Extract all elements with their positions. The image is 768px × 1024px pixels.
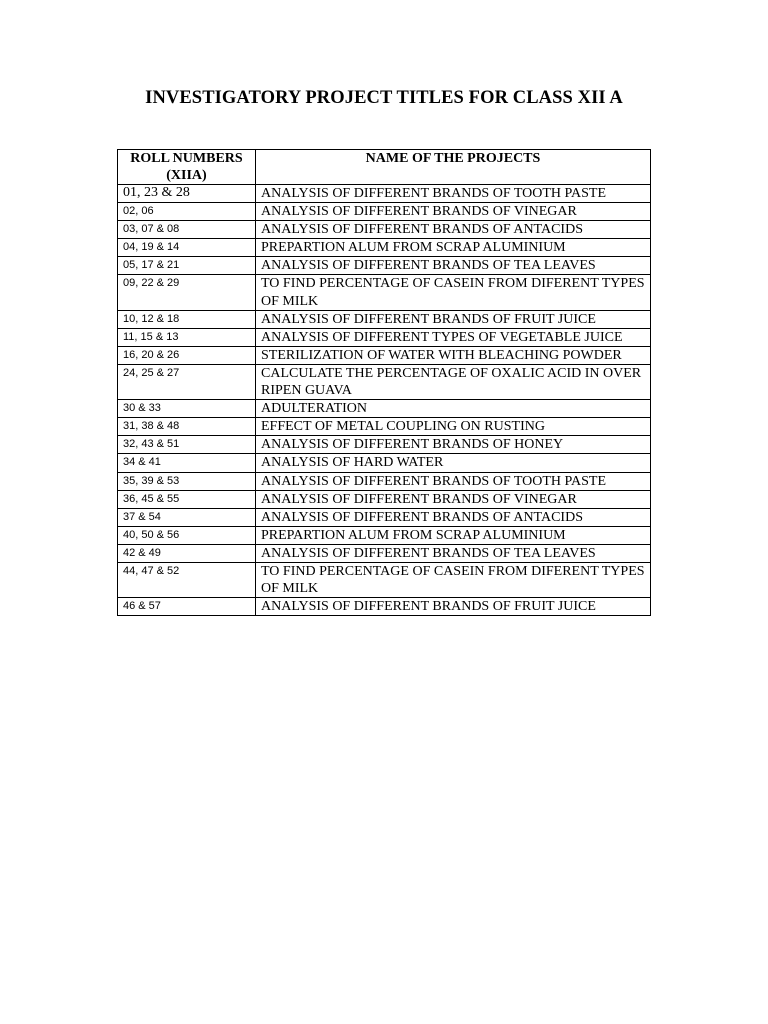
roll-cell: 37 & 54 — [118, 508, 256, 526]
header-project-name: NAME OF THE PROJECTS — [256, 150, 651, 185]
table-row — [118, 598, 651, 616]
table-row — [118, 203, 651, 221]
roll-cell: 03, 07 & 08 — [118, 221, 256, 239]
project-cell: TO FIND PERCENTAGE OF CASEIN FROM DIFERENT TYPES OF MILK — [256, 275, 651, 310]
projects-table — [117, 149, 651, 616]
table-row — [118, 490, 651, 508]
roll-cell: 40, 50 & 56 — [118, 526, 256, 544]
project-cell: ANALYSIS OF DIFFERENT BRANDS OF VINEGAR — [256, 490, 651, 508]
roll-cell: 05, 17 & 21 — [118, 257, 256, 275]
project-cell: TO FIND PERCENTAGE OF CASEIN FROM DIFERENT TYPES OF MILK — [256, 562, 651, 597]
roll-cell: 04, 19 & 14 — [118, 239, 256, 257]
roll-cell: 11, 15 & 13 — [118, 328, 256, 346]
project-cell: ANALYSIS OF DIFFERENT BRANDS OF TOOTH PASTE — [256, 185, 651, 203]
roll-cell: 31, 38 & 48 — [118, 418, 256, 436]
roll-cell: 36, 45 & 55 — [118, 490, 256, 508]
header-roll-line2: (XIIA) — [166, 167, 207, 183]
roll-cell: 30 & 33 — [118, 400, 256, 418]
roll-cell: 42 & 49 — [118, 544, 256, 562]
project-cell: PREPARTION ALUM FROM SCRAP ALUMINIUM — [256, 239, 651, 257]
project-cell: ANALYSIS OF DIFFERENT BRANDS OF HONEY — [256, 436, 651, 454]
header-roll-numbers — [118, 150, 256, 185]
table-row — [118, 257, 651, 275]
table-row — [118, 562, 651, 597]
project-cell: STERILIZATION OF WATER WITH BLEACHING POWDER — [256, 346, 651, 364]
project-cell: ADULTERATION — [256, 400, 651, 418]
project-cell: ANALYSIS OF DIFFERENT BRANDS OF TEA LEAVES — [256, 544, 651, 562]
project-cell: EFFECT OF METAL COUPLING ON RUSTING — [256, 418, 651, 436]
header-roll-line1: ROLL NUMBERS — [130, 151, 243, 166]
roll-cell: 01, 23 & 28 — [118, 185, 256, 203]
roll-cell: 34 & 41 — [118, 454, 256, 472]
project-cell: ANALYSIS OF DIFFERENT BRANDS OF ANTACIDS — [256, 508, 651, 526]
table-row — [118, 364, 651, 399]
roll-cell: 24, 25 & 27 — [118, 364, 256, 399]
project-cell: ANALYSIS OF DIFFERENT BRANDS OF TOOTH PASTE — [256, 472, 651, 490]
project-cell: ANALYSIS OF DIFFERENT BRANDS OF VINEGAR — [256, 203, 651, 221]
roll-cell: 46 & 57 — [118, 598, 256, 616]
table-row — [118, 239, 651, 257]
roll-cell: 10, 12 & 18 — [118, 310, 256, 328]
table-row — [118, 221, 651, 239]
project-cell: ANALYSIS OF DIFFERENT BRANDS OF FRUIT JUICE — [256, 598, 651, 616]
table-row — [118, 310, 651, 328]
table-row — [118, 418, 651, 436]
table-header-row — [118, 150, 651, 185]
project-cell: ANALYSIS OF DIFFERENT TYPES OF VEGETABLE JUICE — [256, 328, 651, 346]
roll-cell: 02, 06 — [118, 203, 256, 221]
project-cell: ANALYSIS OF DIFFERENT BRANDS OF TEA LEAVES — [256, 257, 651, 275]
table-row — [118, 346, 651, 364]
table-row — [118, 526, 651, 544]
roll-cell: 35, 39 & 53 — [118, 472, 256, 490]
roll-cell: 32, 43 & 51 — [118, 436, 256, 454]
table-row — [118, 328, 651, 346]
project-cell: CALCULATE THE PERCENTAGE OF OXALIC ACID IN OVER RIPEN GUAVA — [256, 364, 651, 399]
table-row — [118, 544, 651, 562]
table-row — [118, 185, 651, 203]
roll-cell: 16, 20 & 26 — [118, 346, 256, 364]
project-cell: ANALYSIS OF DIFFERENT BRANDS OF FRUIT JUICE — [256, 310, 651, 328]
project-cell: PREPARTION ALUM FROM SCRAP ALUMINIUM — [256, 526, 651, 544]
roll-cell: 44, 47 & 52 — [118, 562, 256, 597]
table-row — [118, 508, 651, 526]
table-row — [118, 275, 651, 310]
roll-cell: 09, 22 & 29 — [118, 275, 256, 310]
table-row — [118, 400, 651, 418]
page-title: INVESTIGATORY PROJECT TITLES FOR CLASS XII A — [145, 88, 623, 108]
project-cell: ANALYSIS OF HARD WATER — [256, 454, 651, 472]
table-row — [118, 454, 651, 472]
project-cell: ANALYSIS OF DIFFERENT BRANDS OF ANTACIDS — [256, 221, 651, 239]
table-row — [118, 472, 651, 490]
table-row — [118, 436, 651, 454]
